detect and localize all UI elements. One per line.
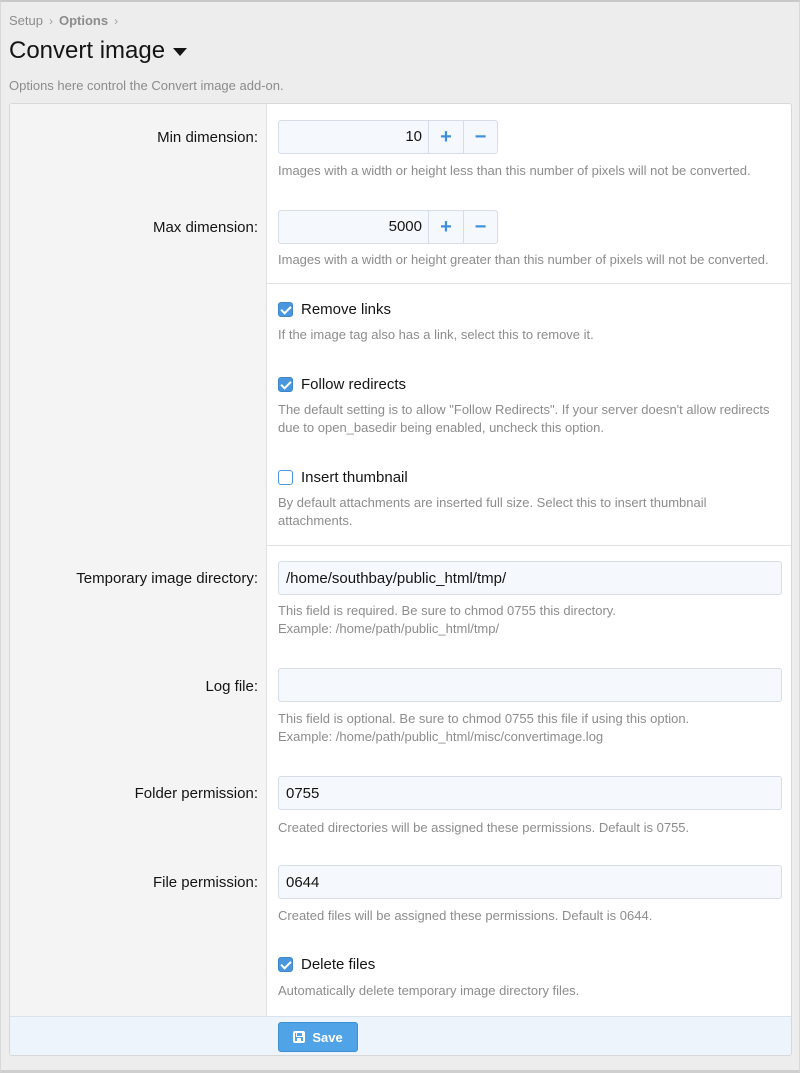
- remove-links-hint: If the image tag also has a link, select this to remove it.: [278, 327, 594, 342]
- max-dimension-hint: Images with a width or height greater than this number of pixels will not be converted.: [278, 252, 769, 267]
- min-dimension-hint: Images with a width or height less than this number of pixels will not be converted.: [278, 163, 751, 178]
- insert-thumbnail-hint-line: attachments.: [278, 513, 353, 528]
- folder-permission-input[interactable]: [278, 776, 782, 810]
- breadcrumb-separator: ›: [114, 13, 119, 28]
- log-file-hint-line: This field is optional. Be sure to chmod 0755 this file if using this option.: [278, 711, 690, 726]
- max-dimension-value[interactable]: 5000: [279, 211, 429, 243]
- delete-files-checkbox[interactable]: [278, 957, 293, 972]
- temp-dir-label: Temporary image directory:: [76, 570, 258, 587]
- form-footer: [10, 1016, 792, 1056]
- log-file-hint: [278, 710, 783, 746]
- breadcrumb-options[interactable]: Options: [58, 13, 109, 28]
- delete-files-checkbox-row[interactable]: [278, 956, 375, 973]
- min-dimension-label: Min dimension:: [157, 129, 258, 146]
- max-dimension-stepper[interactable]: [278, 210, 498, 244]
- log-file-label: Log file:: [205, 678, 258, 695]
- folder-permission-label: Folder permission:: [134, 785, 258, 802]
- file-permission-input[interactable]: [278, 865, 782, 899]
- min-dimension-increment-button[interactable]: +: [440, 125, 452, 148]
- insert-thumbnail-checkbox-row[interactable]: [278, 469, 408, 486]
- max-dimension-label: Max dimension:: [152, 219, 258, 236]
- remove-links-checkbox-row[interactable]: [278, 301, 391, 318]
- temp-dir-input[interactable]: [278, 561, 782, 595]
- breadcrumb-separator: ›: [48, 13, 53, 28]
- insert-thumbnail-hint-line: By default attachments are inserted full size. Select this to insert thumbnail: [278, 495, 707, 510]
- remove-links-label[interactable]: Remove links: [301, 301, 392, 318]
- follow-redirects-label[interactable]: Follow redirects: [301, 376, 407, 393]
- breadcrumb: [9, 13, 124, 28]
- min-dimension-decrement-button[interactable]: −: [463, 121, 497, 153]
- temp-dir-hint-line: Example: /home/path/public_html/tmp/: [278, 621, 500, 636]
- log-file-input[interactable]: [278, 668, 782, 702]
- breadcrumb-setup[interactable]: Setup: [9, 13, 43, 28]
- page-description: Options here control the Convert image add-on.: [9, 78, 284, 93]
- folder-permission-hint: Created directories will be assigned these permissions. Default is 0755.: [278, 820, 690, 835]
- max-dimension-decrement-button[interactable]: −: [463, 211, 497, 243]
- options-form: [9, 103, 792, 1056]
- follow-redirects-hint: [278, 401, 783, 437]
- save-icon: [293, 1031, 305, 1043]
- log-file-hint-line: Example: /home/path/public_html/misc/convertimage.log: [278, 729, 604, 744]
- caret-down-icon[interactable]: [173, 48, 187, 56]
- temp-dir-hint: [278, 602, 783, 638]
- save-button-label: Save: [312, 1029, 343, 1045]
- delete-files-label[interactable]: Delete files: [301, 956, 376, 973]
- insert-thumbnail-label[interactable]: Insert thumbnail: [301, 469, 408, 486]
- file-permission-hint: Created files will be assigned these permissions. Default is 0644.: [278, 908, 653, 923]
- follow-redirects-checkbox-row[interactable]: [278, 376, 406, 393]
- follow-redirects-hint-line: The default setting is to allow "Follow Redirects". If your server doesn't allow redirects: [278, 402, 770, 417]
- delete-files-hint: Automatically delete temporary image directory files.: [278, 983, 580, 998]
- page-title[interactable]: [9, 37, 187, 65]
- file-permission-label: File permission:: [152, 874, 258, 891]
- follow-redirects-hint-line: due to open_basedir being enabled, uncheck this option.: [278, 420, 604, 435]
- remove-links-checkbox[interactable]: [278, 302, 293, 317]
- follow-redirects-checkbox[interactable]: [278, 377, 293, 392]
- min-dimension-stepper[interactable]: [278, 120, 498, 154]
- page-title-text: Convert image: [9, 37, 166, 64]
- max-dimension-increment-button[interactable]: +: [440, 215, 452, 238]
- min-dimension-value[interactable]: 10: [279, 121, 429, 153]
- temp-dir-hint-line: This field is required. Be sure to chmod 0755 this directory.: [278, 603, 616, 618]
- insert-thumbnail-checkbox[interactable]: [278, 470, 293, 485]
- save-button[interactable]: [278, 1022, 358, 1052]
- section-divider: [267, 545, 792, 546]
- section-divider: [267, 283, 792, 284]
- insert-thumbnail-hint: [278, 494, 783, 530]
